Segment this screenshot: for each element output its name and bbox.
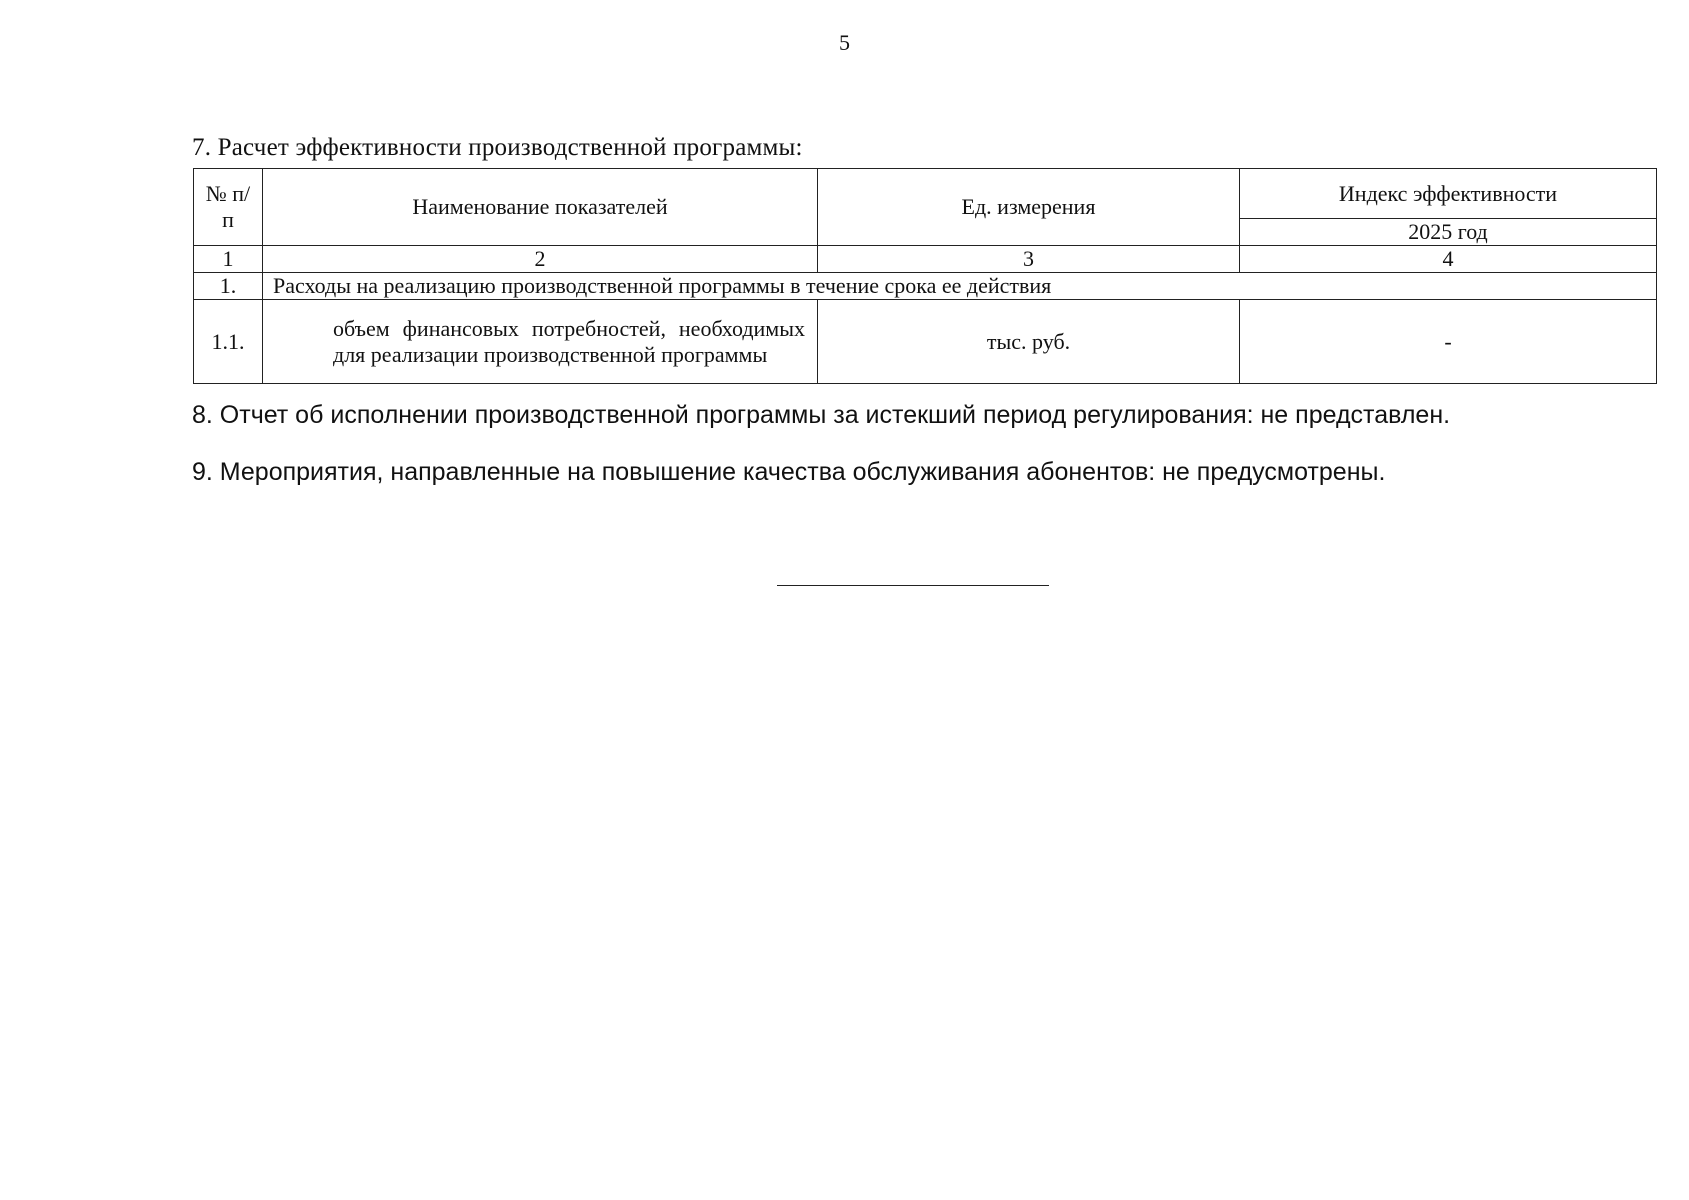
column-number: 3 — [818, 246, 1240, 273]
column-number: 1 — [194, 246, 263, 273]
row-value: - — [1240, 300, 1657, 384]
header-name: Наименование показателей — [263, 169, 818, 246]
section-8-text: 8. Отчет об исполнении производственной программы за истекший период регулирования: не представлен. — [192, 401, 1451, 429]
table-row — [194, 273, 1657, 300]
table-row — [194, 300, 1657, 384]
row-title: Расходы на реализацию производственной программы в течение срока ее действия — [263, 273, 1657, 300]
column-numbers-row — [194, 246, 1657, 273]
section-9-text: 9. Мероприятия, направленные на повышение качества обслуживания абонентов: не предусмотрены. — [192, 458, 1386, 486]
header-index: Индекс эффективности — [1240, 169, 1657, 219]
row-name: объем финансовых потребностей, необходимых для реализации производственной программы — [263, 300, 818, 384]
section-7-heading: 7. Расчет эффективности производственной программы: — [192, 134, 803, 161]
row-number: 1.1. — [194, 300, 263, 384]
row-unit: тыс. руб. — [818, 300, 1240, 384]
column-number: 4 — [1240, 246, 1657, 273]
efficiency-table — [193, 168, 1657, 384]
column-number: 2 — [263, 246, 818, 273]
header-num: № п/п — [194, 169, 263, 246]
end-divider — [777, 585, 1049, 586]
page-number: 5 — [839, 30, 850, 55]
row-number: 1. — [194, 273, 263, 300]
table-header-row — [194, 169, 1657, 219]
header-year: 2025 год — [1240, 219, 1657, 246]
header-unit: Ед. измерения — [818, 169, 1240, 246]
